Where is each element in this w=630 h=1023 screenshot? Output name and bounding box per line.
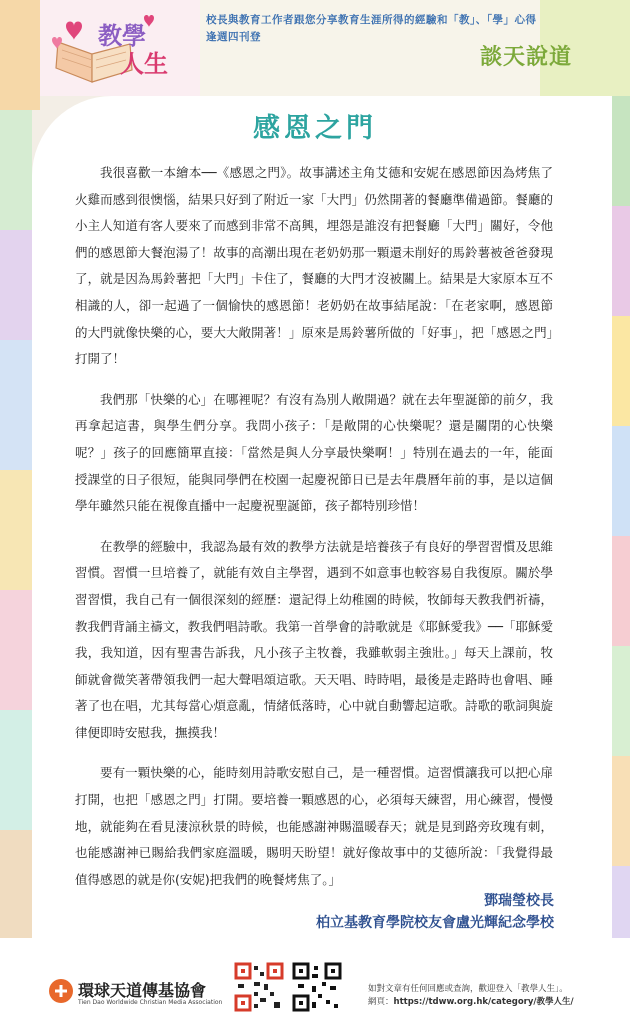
teaching-life-logo — [48, 10, 168, 90]
org-name: 環球天道傳基協會 — [78, 981, 207, 1000]
article-body — [75, 160, 553, 907]
qr-code-icon[interactable] — [234, 962, 284, 1012]
contact-info — [368, 983, 574, 1009]
paragraph: 要有一顆快樂的心，能時刻用詩歌安慰自己，是一種習慣。這習慣讓我可以把心扉打開，也把「感恩之門」打開。要培養一顆感恩的心，必須每天練習，用心練習，慢慢地，就能夠在看見淒涼秋景的時候，也能感謝神賜溫暖春天；就是見到路旁玫瑰有刺，也能感謝神已賜給我們家庭溫暖，賜明天盼望！就好像故事中的艾德所說：「我覺得最值得感恩的就是你(安妮)把我們的晚餐烤焦了。」 — [75, 765, 553, 887]
website-link[interactable]: https://tdww.org.hk/category/教學人生/ — [393, 997, 574, 1007]
website-line — [368, 996, 574, 1009]
paragraph: 在教學的經驗中，我認為最有效的教學方法就是培養孩子有良好的學習習慣及思維習慣。習慣一旦培養了，就能有效自主學習，遇到不如意事也較容易自我復原。關於學習習慣，我自己有一個很深刻的經歷：還記得上幼稚園的時候，牧師每天教我們祈禱，教我們背誦主禱文，教我們唱詩歌。我第一首學會的詩歌就是《耶穌愛我》──「耶穌愛我，我知道，因有聖書告訴我，凡小孩子主牧養，我雖軟弱主強壯。」每天上課前，牧師就會微笑著帶領我們一起大聲唱頌這歌。天天唱、時時唱，最後是走路時也會唱、睡著了也在唱，尤其每當心煩意亂，情緒低落時，心中就自動響起這歌。詩歌的歌詞與旋律便即時安慰我，撫摸我！ — [75, 538, 553, 740]
author-name: 鄧瑞瑩校長 — [484, 893, 554, 909]
header — [0, 0, 630, 96]
url-label: 網頁： — [368, 997, 394, 1007]
org-name-en: Tien Dao Worldwide Christian Media Association — [78, 999, 223, 1006]
paragraph: 我們那「快樂的心」在哪裡呢？有沒有為別人敞開過？就在去年聖誕節的前夕，我再拿起這書，與學生們分享。我問小孩子：「是敞開的心快樂呢？還是關閉的心快樂呢？」孩子的回應簡單直接：「當然是與人分享最快樂啊！」特別在過去的一年，能面授課堂的日子很短，能與同學們在校園一起慶祝節日已是去年農曆年前的事，是以這個學年雖然只能在視像直播中一起慶祝聖誕節，孩子都特別珍惜！ — [75, 391, 553, 514]
contact-line: 如對文章有任何回應或查詢，歡迎登入「教學人生」。 — [368, 984, 568, 994]
column-logo — [478, 36, 588, 80]
school-name: 柏立基教育學院校友會盧光輝紀念學校 — [316, 915, 554, 931]
paragraph: 我很喜歡一本繪本──《感恩之門》。故事講述主角艾德和安妮在感恩節因為烤焦了火雞而感到很懊惱，結果只好到了附近一家「大門」仍然開著的餐廳準備過節。餐廳的小主人知道有客人要來了而感到非常不高興，埋怨是誰沒有把餐廳「大門」關好，令他們的感恩節大餐泡湯了！故事的高潮出現在老奶奶那一顆還未削好的馬鈴薯被爸爸發現了，就是因為馬鈴薯把「大門」卡住了，餐廳的大門才沒被關上。結果是大家原本互不相識的人，卻一起過了一個愉快的感恩節！老奶奶在故事結尾說：「在老家啊，感恩節的大門就像快樂的心，要大大敞開著！」原來是馬鈴薯所做的「好事」，把「感恩之門」打開了！ — [75, 165, 553, 367]
logo-text-top: 教學 — [98, 21, 146, 50]
header-description: 校長與教育工作者跟您分享教育生涯所得的經驗和「教」、「學」心得 — [206, 14, 537, 26]
org-emblem-icon — [48, 978, 74, 1004]
header-frequency: 逢週四刊登 — [206, 31, 261, 43]
article-title: 感恩之門 — [253, 113, 377, 144]
logo-text-bottom: 人生 — [120, 49, 168, 78]
column-logo-text: 談天說道 — [480, 44, 573, 70]
qr-code-icon[interactable] — [292, 962, 342, 1012]
